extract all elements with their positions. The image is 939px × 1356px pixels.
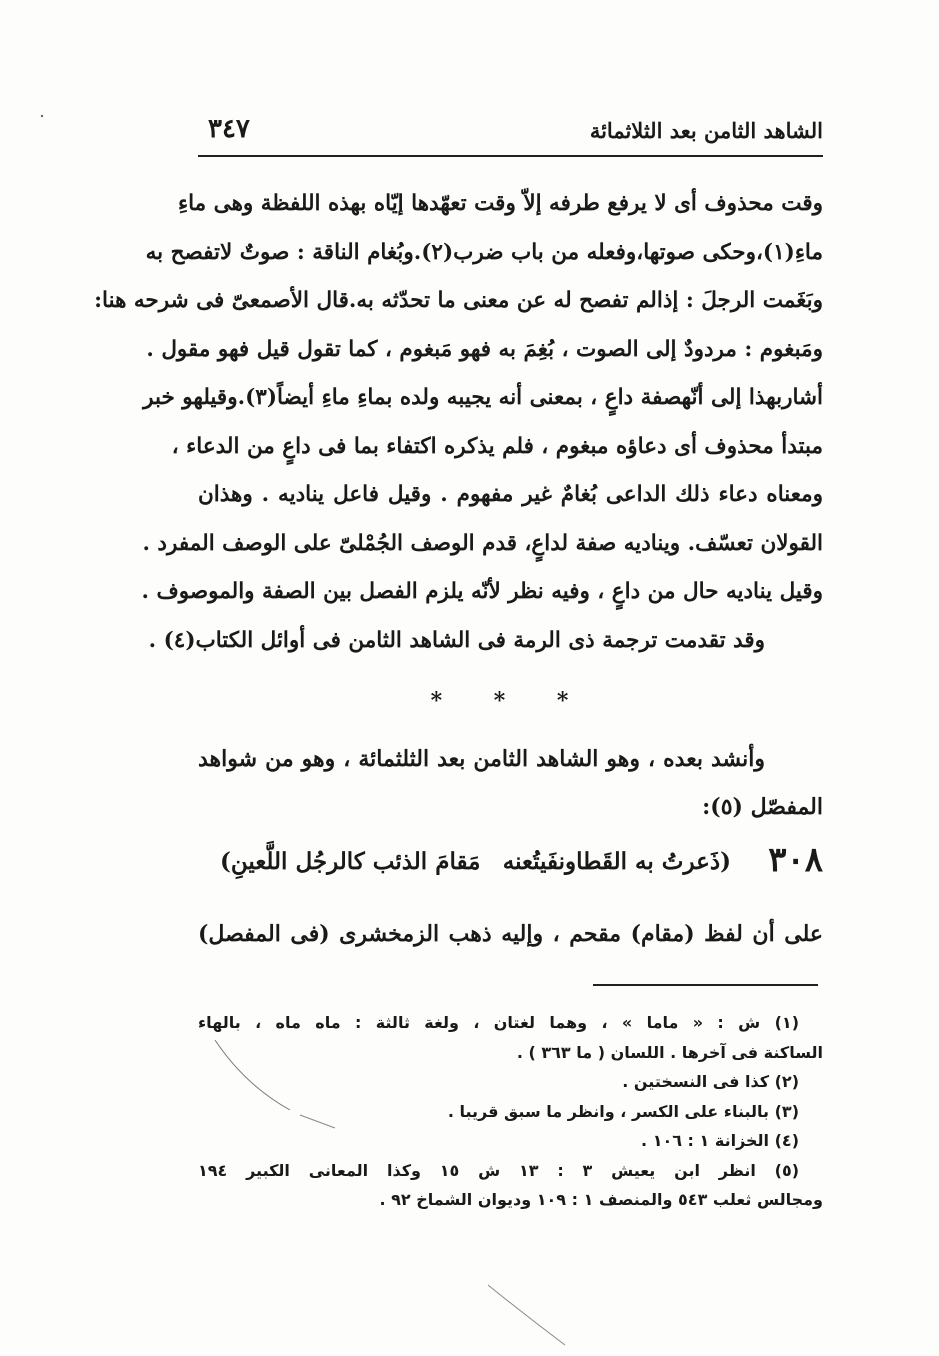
footnote: (١) ش : « ماما » ، وهما لغتان ، ولغة ثالثة : ماه ماه ، بالهاء xyxy=(198,1013,799,1032)
text-line: وأنشد بعده ، وهو الشاهد الثامن بعد الثلثمائة ، وهو من شواهد xyxy=(198,746,765,772)
text-line: ومعناه دعاء ذلك الداعى بُغامٌ غير مفهوم . وقيل فاعل يناديه . وهذان xyxy=(198,482,823,507)
text-line: على أن لفظ (مقام) مقحم ، وإليه ذهب الزمخشرى (فى المفصل) xyxy=(198,921,823,947)
verse-second-hemistich: مَقامَ الذئب كالرجُل اللَّعينِ) xyxy=(220,848,481,875)
footnote: (٤) الخزانة ١ : ١٠٦ . xyxy=(641,1131,799,1150)
scan-speck xyxy=(41,115,43,117)
commentary-paragraph xyxy=(94,180,823,665)
footnote-continuation: ومجالس ثعلب ٥٤٣ والمنصف ١ : ١٠٩ وديوان الشماخ ٩٢ . xyxy=(379,1190,823,1209)
verse-number: ٣٠٨ xyxy=(768,840,823,880)
footnote: (٣) بالبناء على الكسر ، وانظر ما سبق قريبا . xyxy=(447,1101,799,1121)
footnote: (٢) كذا فى النسختين . xyxy=(622,1072,799,1091)
text-line: القولان تعسّف. ويناديه صفة لداعٍ، قدم الوصف الجُمْلىّ على الوصف المفرد . xyxy=(142,530,823,556)
verse-block xyxy=(198,838,823,898)
footnotes xyxy=(198,1008,823,1215)
footnote: (٥) انظر ابن يعيش ٣ : ١٣ ش ١٥ وكذا المعانى الكبير ١٩٤ xyxy=(198,1160,800,1180)
scan-scratch xyxy=(488,1285,565,1345)
text-line: أشاربهذا إلى أنّهصفة داعٍ ، بمعنى أنه يجيبه ولده بماءِ ماءِ أيضاً(٣).وقيلهو خبر xyxy=(143,385,823,410)
text-line: وقد تقدمت ترجمة ذى الرمة فى الشاهد الثامن فى أوائل الكتاب(٤) . xyxy=(148,627,765,653)
header-rule xyxy=(198,155,823,157)
text-line: وقت محذوف أى لا يرفع طرفه إلاّ وقت تعهّدها إيّاه بهذه اللفظة وهى ماءِ xyxy=(178,191,823,216)
text-line: ومَبغوم : مردودٌ إلى الصوت ، بُغِمَ به فهو مَبغوم ، كما تقول قيل فهو مقول . xyxy=(146,336,823,362)
footnote-continuation: الساكنة فى آخرها . اللسان ( ما ٣٦٣ ) . xyxy=(516,1042,823,1062)
footnote-rule xyxy=(593,984,818,986)
intro-paragraph xyxy=(198,735,823,831)
section-separator: * * * xyxy=(430,688,591,714)
text-line: ماءِ(١)،وحكى صوتها،وفعله من باب ضرب(٢).وبُغام الناقة : صوتٌ لاتفصح به xyxy=(145,239,823,265)
page-number: ٣٤٧ xyxy=(208,114,250,144)
text-line: وقيل يناديه حال من داعٍ ، وفيه نظر لأنّه يلزم الفصل بين الصفة والموصوف . xyxy=(141,579,823,604)
text-line: المفصّل (٥): xyxy=(702,794,823,820)
running-title: الشاهد الثامن بعد الثلاثمائة xyxy=(589,118,823,143)
running-header xyxy=(198,112,823,156)
text-line: مبتدأ محذوف أى دعاؤه مبغوم ، فلم يذكره اكتفاء بما فى داعٍ من الدعاء ، xyxy=(171,433,823,459)
text-line: وبَغَمت الرجلَ : إذالم تفصح له عن معنى ما تحدّثه به.قال الأصمعىّ فى شرحه هنا: xyxy=(94,288,823,313)
verse-first-hemistich: (ذَعرتُ به القَطاونفَيتُعنه xyxy=(502,848,731,875)
